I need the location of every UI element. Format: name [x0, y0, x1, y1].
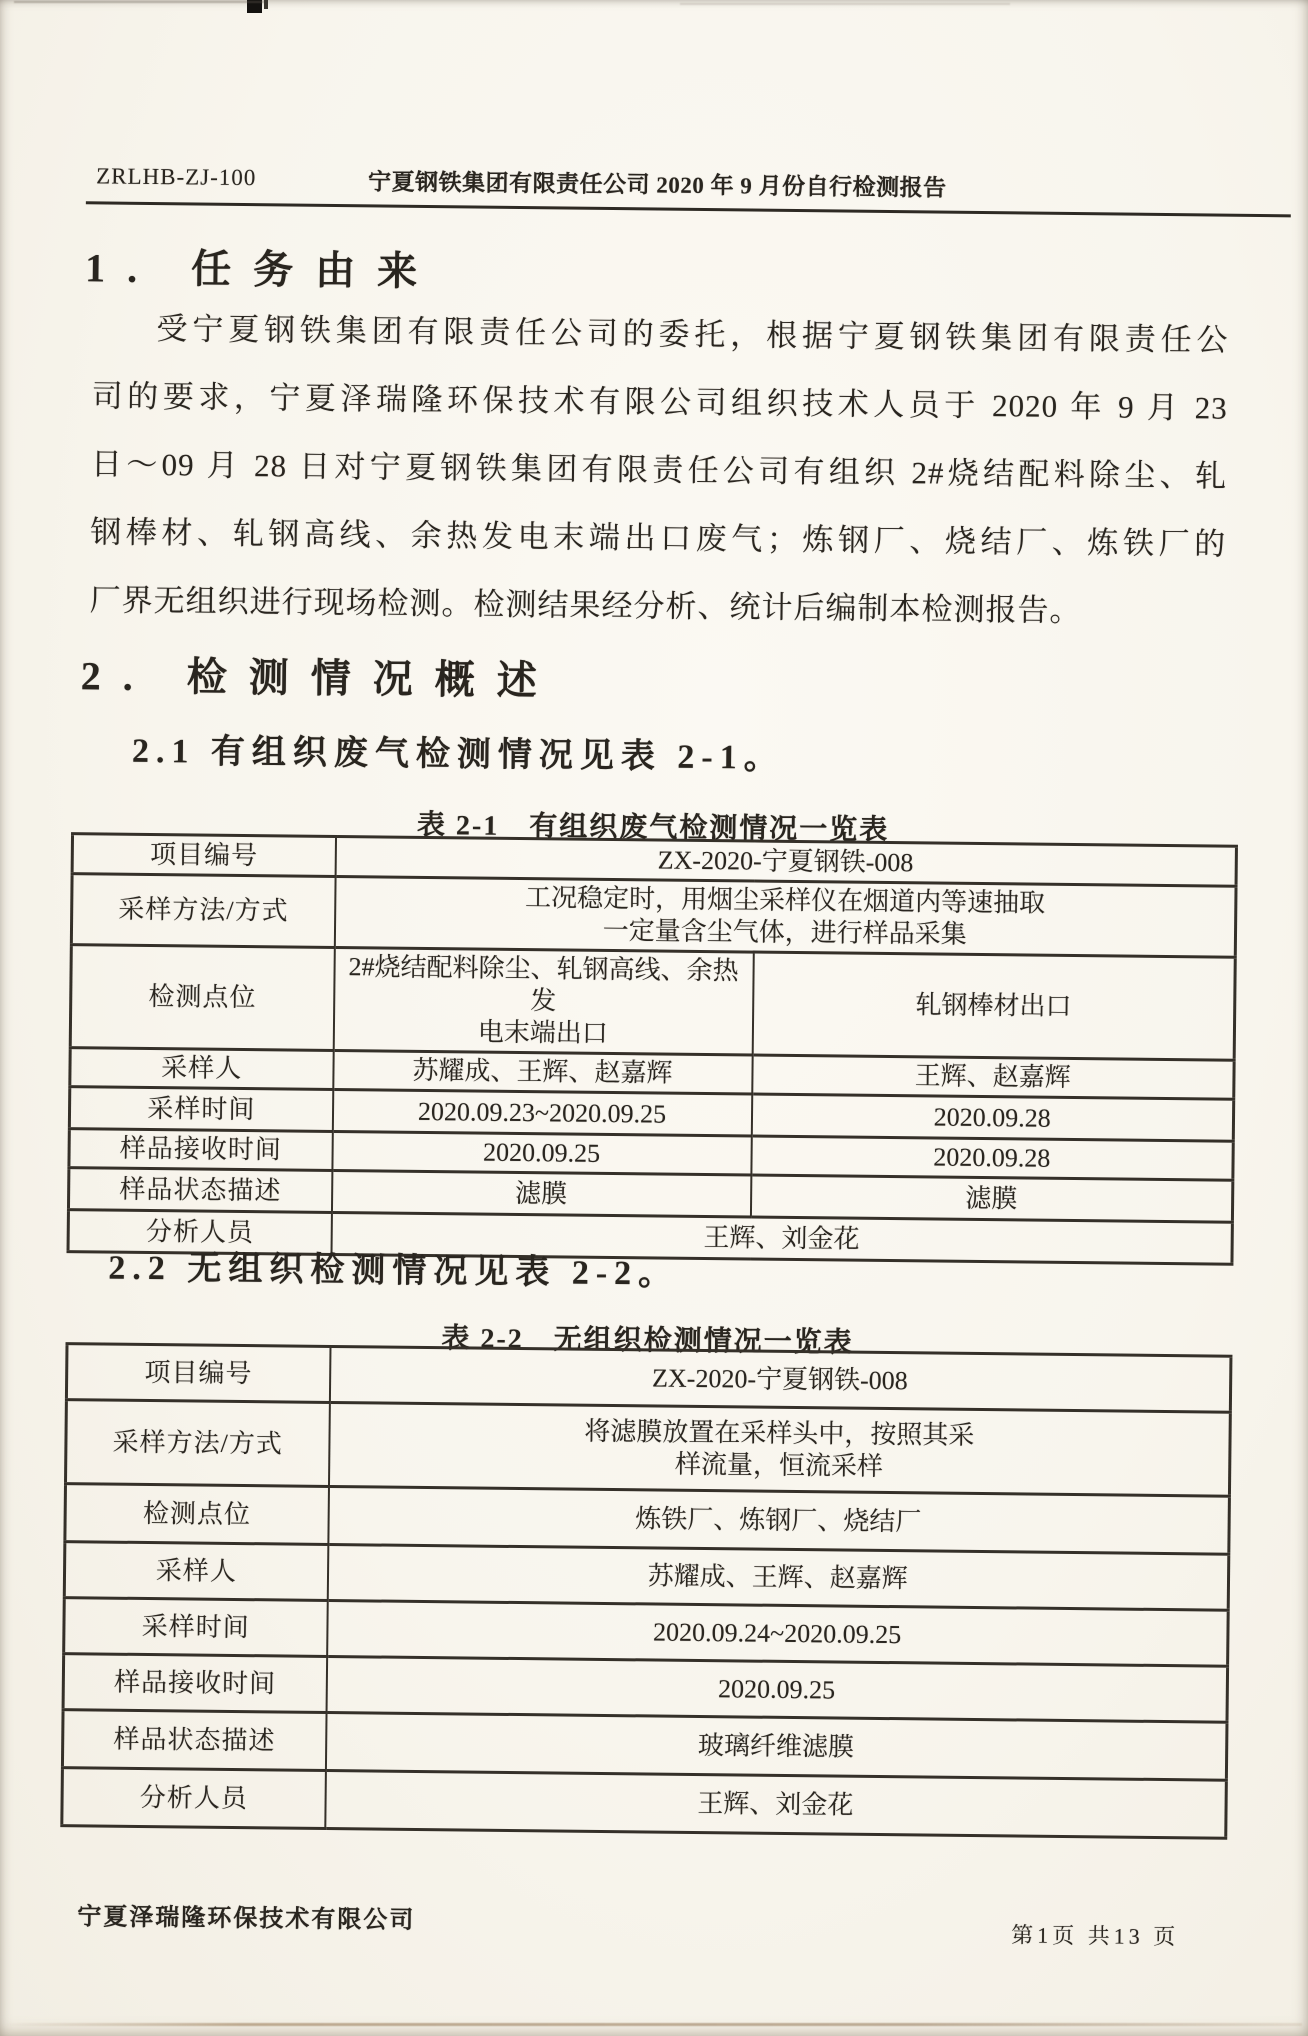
row-label: 样品状态描述 [62, 1710, 326, 1771]
row-value: 将滤膜放置在采样头中，按照其采 样流量，恒流采样 [328, 1402, 1230, 1496]
table-2-2-caption: 表 2-2 无组织检测情况一览表 [441, 1323, 854, 1359]
row-value-col2: 轧钢棒材出口 [752, 952, 1235, 1060]
row-label: 检测点位 [70, 945, 334, 1051]
row-value: 2020.09.25 [326, 1656, 1228, 1722]
header-rule [86, 201, 1291, 217]
row-value-col2: 滤膜 [750, 1175, 1232, 1222]
scan-top-edge-right [680, 3, 1010, 5]
row-value-col2: 2020.09.28 [751, 1136, 1233, 1180]
row-value: 苏耀成、王辉、赵嘉辉 [327, 1544, 1229, 1610]
row-label: 采样方法/方式 [66, 1400, 330, 1487]
row-value-col1: 2020.09.25 [332, 1132, 751, 1176]
row-label: 样品接收时间 [63, 1654, 327, 1713]
header-doc-code: ZRLHB-ZJ-100 [96, 163, 257, 191]
paragraph-line-4: 钢棒材、轧钢高线、余热发电末端出口废气；炼钢厂、烧结厂、炼铁厂的 [90, 514, 1227, 562]
row-label: 采样时间 [64, 1598, 328, 1657]
paragraph-line-5: 厂界无组织进行现场检测。检测结果经分析、统计后编制本检测报告。 [89, 582, 1082, 629]
table-row [62, 1768, 1227, 1839]
table-2-1 [66, 832, 1238, 1266]
row-value: 炼铁厂、炼钢厂、烧结厂 [328, 1486, 1230, 1554]
row-label: 采样人 [70, 1048, 333, 1090]
row-label: 样品接收时间 [69, 1129, 332, 1171]
footer-company: 宁夏泽瑞隆环保技术有限公司 [77, 1904, 416, 1934]
body-paragraph [89, 294, 1229, 646]
row-value-col1: 2020.09.23~2020.09.25 [332, 1090, 751, 1137]
section-2-2-heading: 2.2 无组织检测情况见表 2-2。 [108, 1249, 680, 1293]
row-value: ZX-2020-宁夏钢铁-008 [335, 837, 1236, 887]
row-value-col1: 2#烧结配料除尘、轧钢高线、余热发 电末端出口 [333, 948, 753, 1056]
row-value-col2: 王辉、赵嘉辉 [752, 1055, 1234, 1099]
paragraph-line-2: 司的要求，宁夏泽瑞隆环保技术有限公司组织技术人员于 2020 年 9 月 23 [91, 378, 1228, 426]
row-value: ZX-2020-宁夏钢铁-008 [329, 1346, 1231, 1412]
row-value: 工况稳定时，用烟尘采样仪在烟道内等速抽取 一定量含尘气体，进行样品采集 [334, 877, 1236, 958]
row-value: 王辉、刘金花 [325, 1770, 1227, 1838]
row-value: 玻璃纤维滤膜 [325, 1712, 1227, 1780]
row-value: 王辉、刘金花 [331, 1212, 1232, 1264]
header-title: 宁夏钢铁集团有限责任公司 2020 年 9 月份自行检测报告 [367, 169, 947, 201]
row-label: 样品状态描述 [68, 1168, 331, 1213]
section-2-heading: 2. 检测情况概述 [80, 653, 559, 704]
section-2-1-heading: 2.1 有组织废气检测情况见表 2-1。 [131, 732, 785, 777]
row-label: 项目编号 [72, 834, 335, 877]
row-label: 采样方法/方式 [71, 874, 335, 948]
row-value: 2020.09.24~2020.09.25 [327, 1600, 1229, 1666]
table-row [70, 945, 1235, 1061]
paragraph-line-3: 日～09 月 28 日对宁夏钢铁集团有限责任公司有组织 2#烧结配料除尘、轧 [90, 446, 1228, 494]
row-label: 采样时间 [69, 1087, 332, 1132]
row-value-col1: 苏耀成、王辉、赵嘉辉 [333, 1051, 752, 1095]
footer-page-number: 第1页 共13 页 [1011, 1922, 1180, 1950]
row-label: 采样人 [64, 1542, 328, 1601]
row-value-col2: 2020.09.28 [751, 1094, 1233, 1141]
table-2-1-caption: 表 2-1 有组织废气检测情况一览表 [416, 809, 890, 847]
table-row [71, 874, 1236, 958]
table-row [66, 1400, 1231, 1497]
row-label: 分析人员 [68, 1210, 331, 1255]
row-label: 检测点位 [65, 1484, 329, 1545]
section-1-heading: 1. 任务由来 [84, 245, 440, 295]
row-label: 分析人员 [62, 1768, 326, 1829]
row-value-col1: 滤膜 [331, 1170, 750, 1217]
table-2-2 [60, 1342, 1232, 1840]
row-label: 项目编号 [66, 1344, 330, 1403]
paragraph-line-1: 受宁夏钢铁集团有限责任公司的委托，根据宁夏钢铁集团有限责任公 [156, 311, 1229, 358]
